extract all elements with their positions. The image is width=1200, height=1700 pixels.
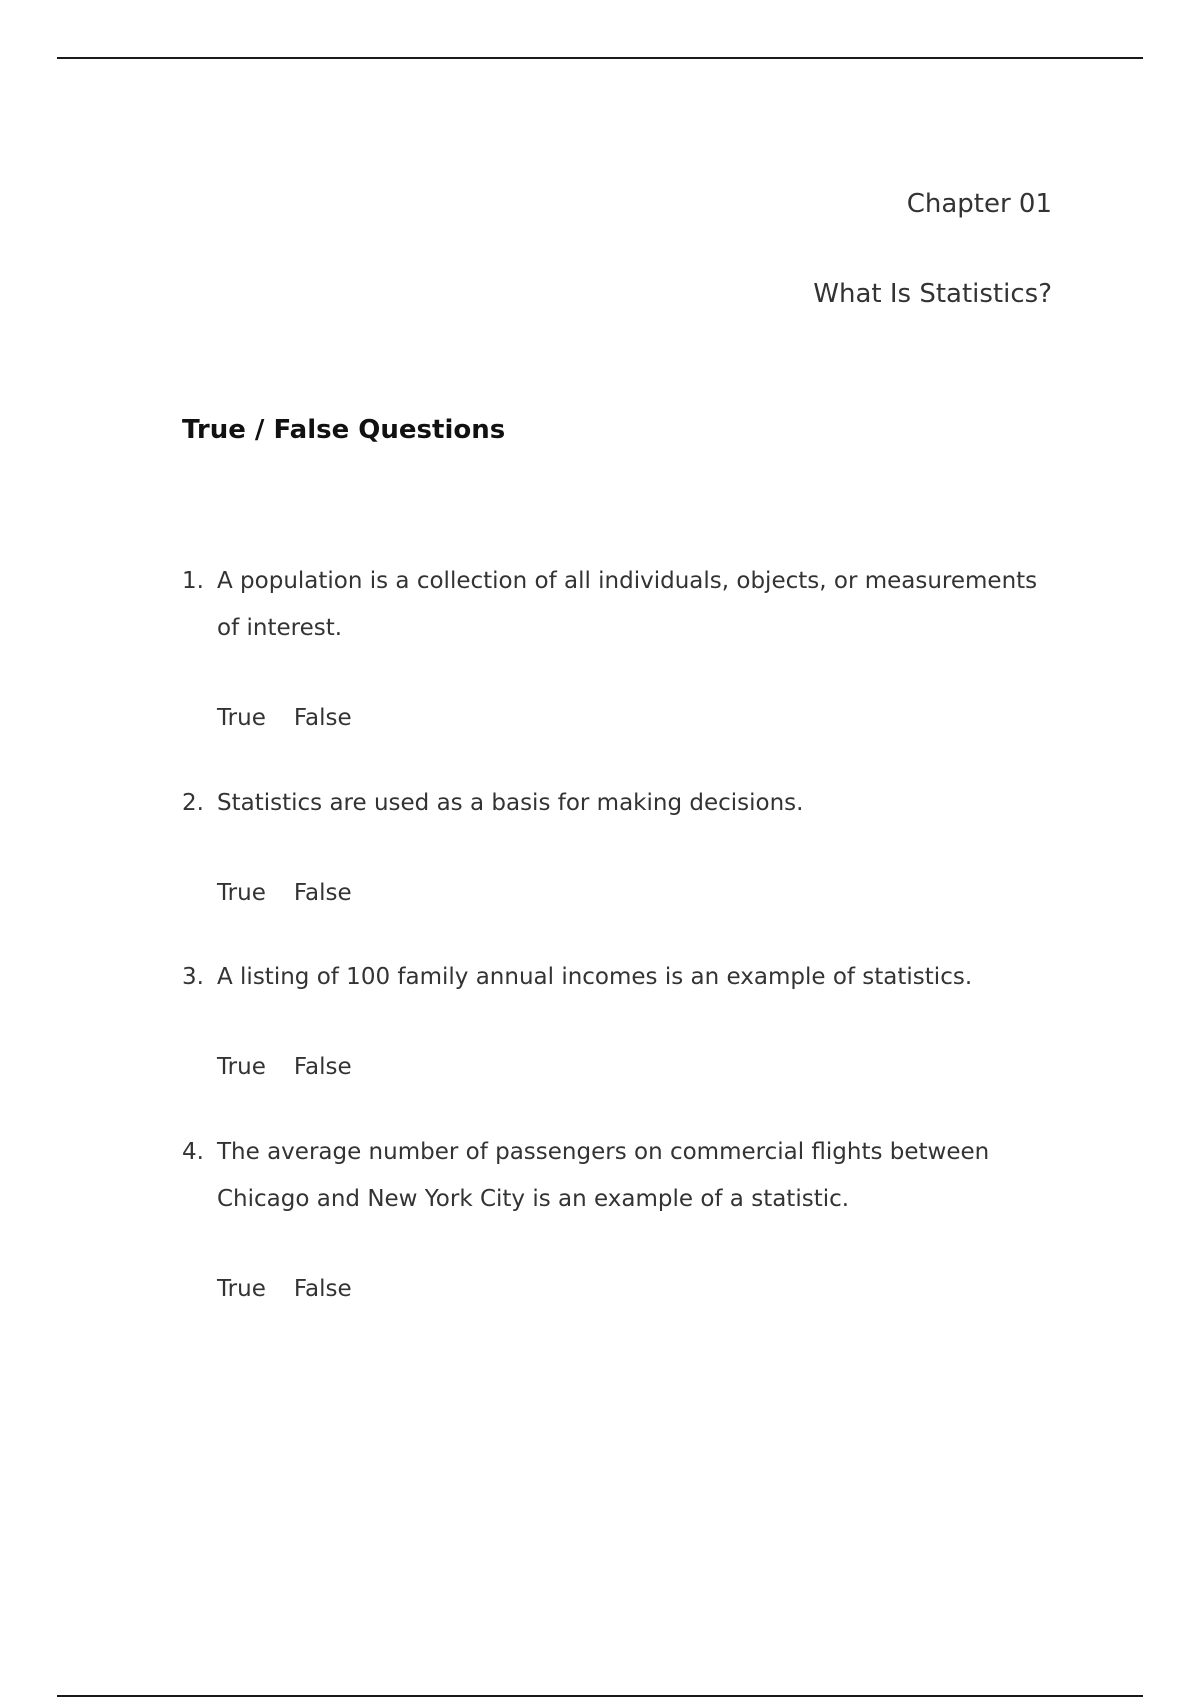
bottom-divider (57, 1695, 1143, 1697)
question-4 (182, 1129, 1062, 1302)
chapter-label: Chapter 01 (906, 189, 1052, 219)
option-true[interactable]: True (217, 1054, 266, 1080)
option-false[interactable]: False (293, 880, 352, 906)
question-text: A listing of 100 family annual incomes is an example of statistics. (217, 964, 973, 990)
section-heading: True / False Questions (182, 415, 506, 445)
answer-options (217, 1054, 352, 1080)
option-false[interactable]: False (293, 1276, 352, 1302)
question-text: Statistics are used as a basis for making decisions. (217, 790, 804, 816)
option-true[interactable]: True (217, 1276, 266, 1302)
answer-options (217, 1276, 352, 1302)
top-divider (57, 57, 1143, 59)
option-true[interactable]: True (217, 880, 266, 906)
chapter-title: What Is Statistics? (813, 279, 1052, 309)
option-false[interactable]: False (293, 1054, 352, 1080)
question-text: A population is a collection of all individuals, objects, or measurements of interest. (217, 568, 1038, 641)
option-false[interactable]: False (293, 705, 352, 731)
question-2 (182, 780, 1062, 906)
question-number: 1. (182, 568, 204, 594)
question-number: 4. (182, 1139, 204, 1165)
question-number: 3. (182, 964, 204, 990)
question-number: 2. (182, 790, 204, 816)
answer-options (217, 705, 352, 731)
answer-options (217, 880, 352, 906)
question-text: The average number of passengers on commercial flights between Chicago and New York City is an example of a statistic. (217, 1139, 990, 1212)
question-3 (182, 954, 1062, 1080)
question-1 (182, 558, 1062, 731)
option-true[interactable]: True (217, 705, 266, 731)
